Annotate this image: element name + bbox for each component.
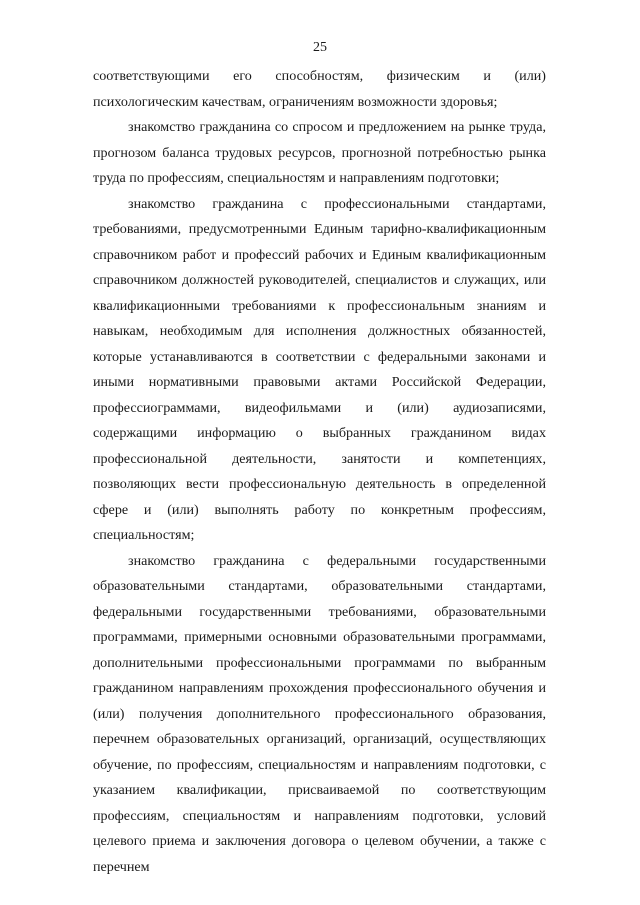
page-number: 25 bbox=[313, 40, 327, 55]
paragraph-abilities-continuation: соответствующими его способностям, физическим и (или) психологическим качествам, ограничениям возможности здоровья; bbox=[93, 68, 546, 110]
paragraph-professional-standards: знакомство гражданина с профессиональными стандартами, требованиями, предусмотренными Единым тарифно-квалификационным справочником работ и профессий рабочих и Единым квалификационным справочником должностей руководителей, специалистов и служащих, или квалификационными требованиями к профессиональным знаниям и навыкам, необходимым для исполнения должностных обязанностей, которые устанавливаются в соответствии с федеральными законами и иными нормативными правовыми актами Российской Федерации, профессиограммами, видеофильмами и (или) аудиозаписями, содержащими информацию о выбранных гражданином видах профессиональной деятельности, занятости и компетенциях, позволяющих вести профессиональную деятельность в определенной сфере и (или) выполнять работу по конкретным профессиям, специальностям; bbox=[93, 195, 546, 543]
document-body bbox=[93, 64, 546, 880]
paragraph-educational-standards: знакомство гражданина с федеральными государственными образовательными стандартами, образовательными стандартами, федеральными государственными требованиями, образовательными программами, примерными основными образовательными программами, дополнительными профессиональными программами по выбранным гражданином направлениям прохождения профессионального обучения и (или) получения дополнительного профессионального образования, перечнем образовательных организаций, организаций, осуществляющих обучение, по профессиям, специальностям и направлениям подготовки, с указанием квалификации, присваиваемой по соответствующим профессиям, специальностям и направлениям подготовки, условий целевого приема и заключения договора о целевом обучении, а также с перечнем bbox=[93, 552, 546, 875]
paragraph-labor-market: знакомство гражданина со спросом и предложением на рынке труда, прогнозом баланса трудовых ресурсов, прогнозной потребностью рынка труда по профессиям, специальностям и направлениям подготовки; bbox=[93, 119, 546, 186]
